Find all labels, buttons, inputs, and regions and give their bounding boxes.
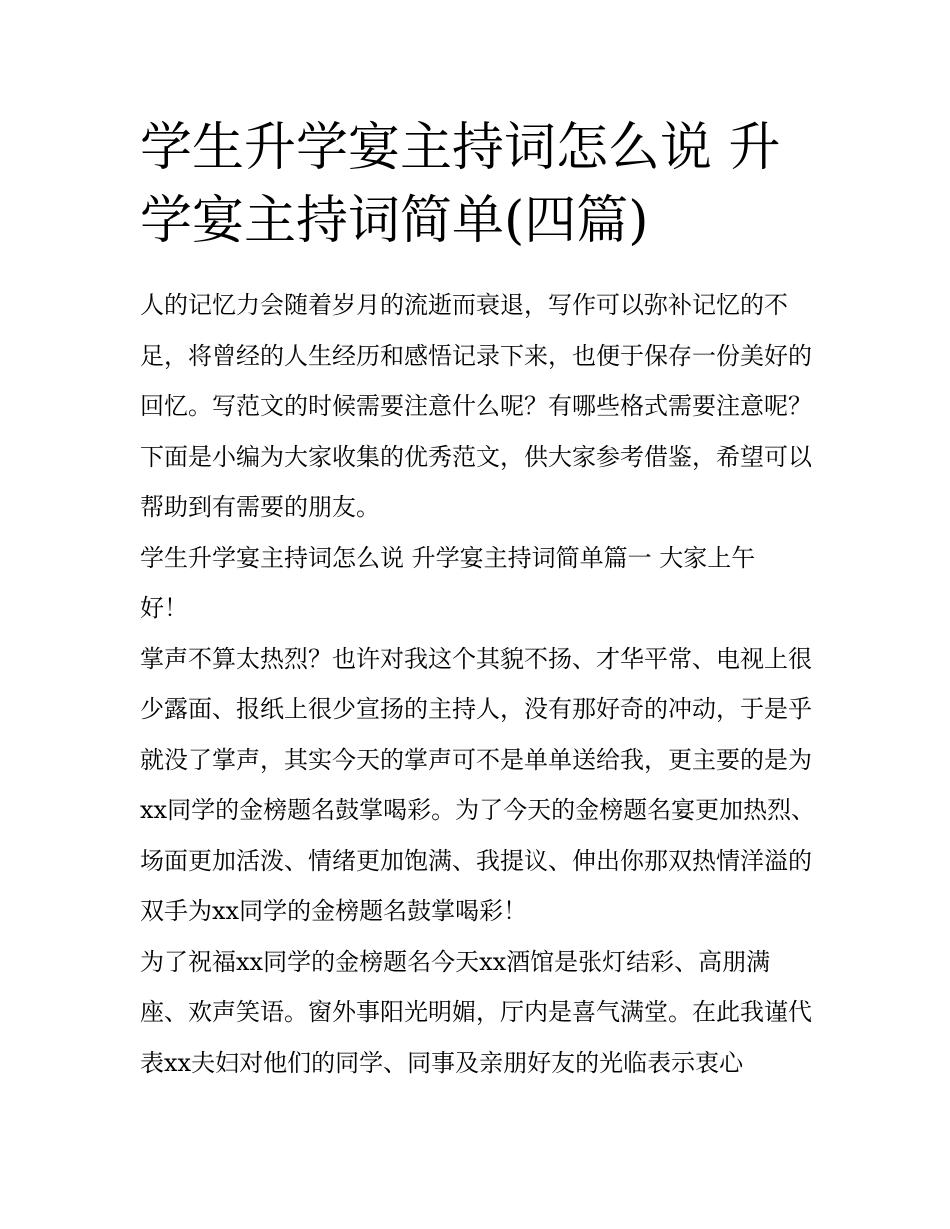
document-title: 学生升学宴主持词怎么说 升学宴主持词简单(四篇) xyxy=(140,118,781,251)
section-heading-paragraph: 学生升学宴主持词怎么说 升学宴主持词简单篇一 大家上午好！ xyxy=(140,543,756,622)
document-body xyxy=(140,280,816,1088)
body-paragraph-applause: 掌声不算太热烈？也许对我这个其貌不扬、才华平常、电视上很少露面、报纸上很少宣扬的主持人，没有那好奇的冲动，于是乎就没了掌声，其实今天的掌声可不是单单送给我，更主要的是为xx同学的金榜题名鼓掌喝彩。为了今天的金榜题名宴更加热烈、场面更加活泼、情绪更加饱满、我提议、伸出你那双热情洋溢的双手为xx同学的金榜题名鼓掌喝彩！ xyxy=(140,644,816,925)
body-paragraph-blessing: 为了祝福xx同学的金榜题名今天xx酒馆是张灯结彩、高朋满座、欢声笑语。窗外事阳光明媚，厅内是喜气满堂。在此我谨代表xx夫妇对他们的同学、同事及亲朋好友的光临表示衷心 xyxy=(140,947,812,1077)
intro-paragraph: 人的记忆力会随着岁月的流逝而衰退，写作可以弥补记忆的不足，将曾经的人生经历和感悟记录下来，也便于保存一份美好的回忆。写范文的时候需要注意什么呢？有哪些格式需要注意呢？下面是小编为大家收集的优秀范文，供大家参考借鉴，希望可以帮助到有需要的朋友。 xyxy=(140,291,812,521)
